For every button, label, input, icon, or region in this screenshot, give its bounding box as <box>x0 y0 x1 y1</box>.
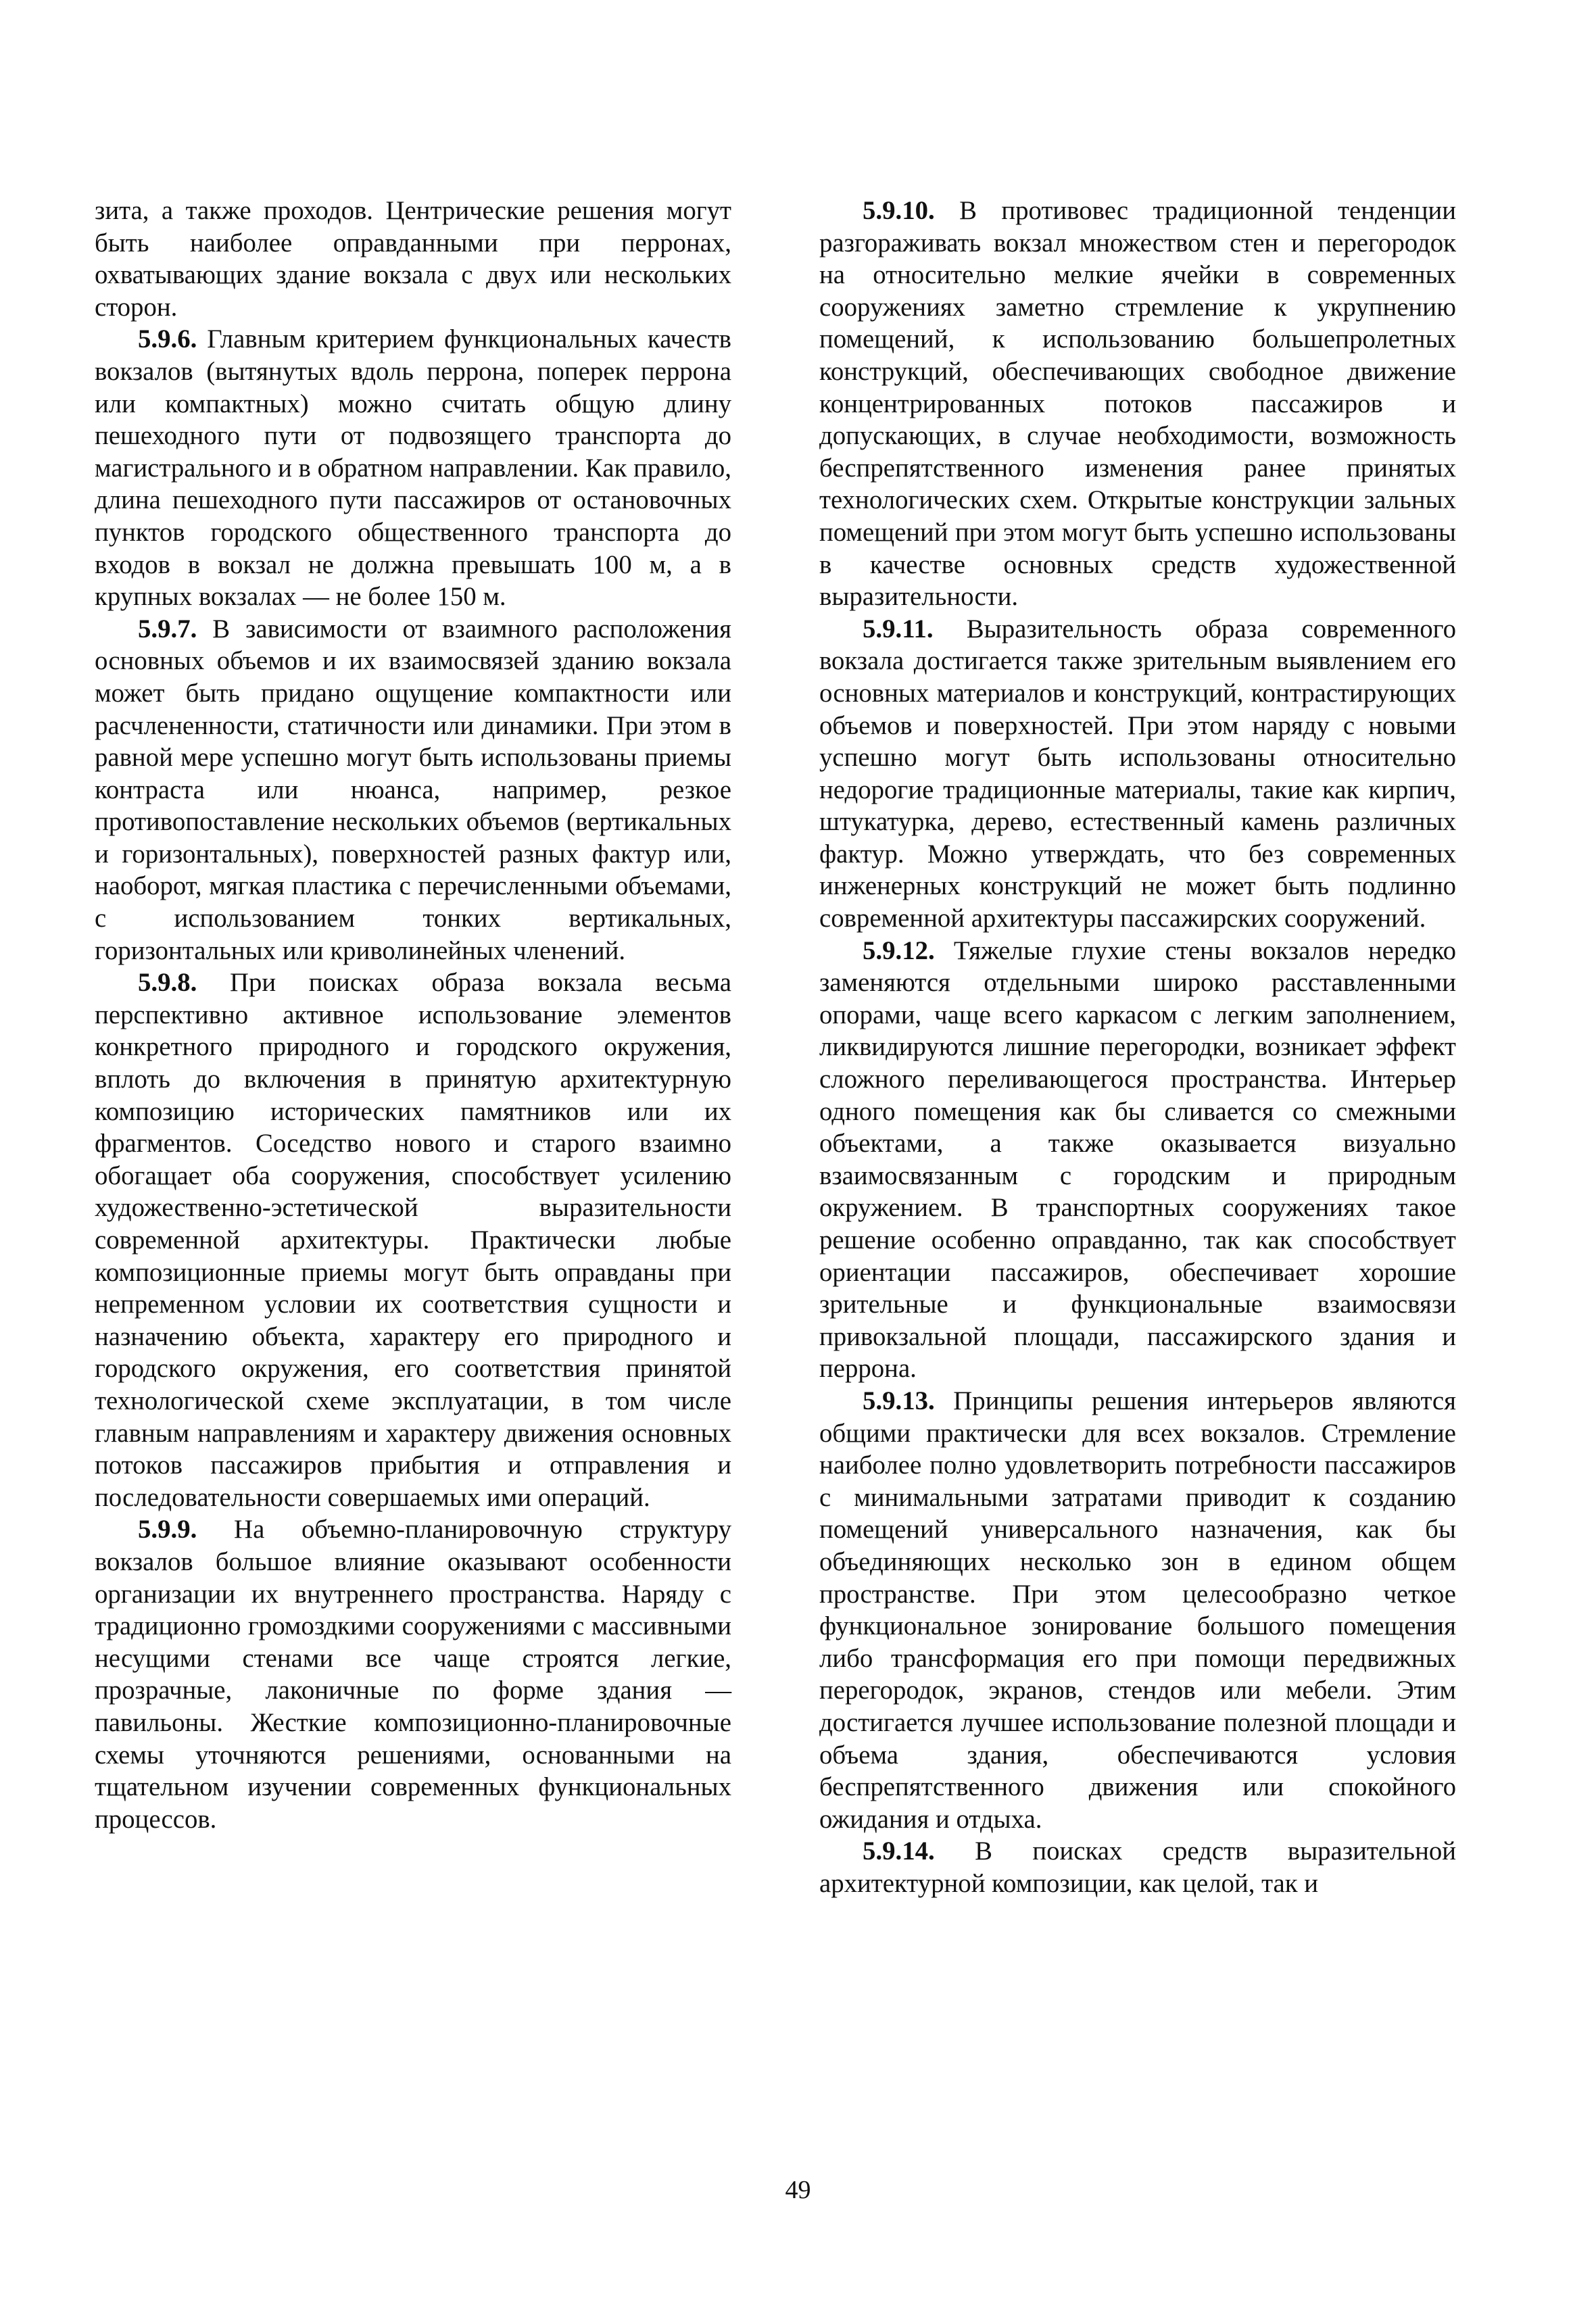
section-number: 5.9.11. <box>863 614 934 643</box>
paragraph-text: Принципы решения интерьеров являются общими практически для всех вокзалов. Стремление наиболее полно удовлетворить потребности пассажиров с минимальными затратами приводит к созданию помещений универсального назначения, как бы объединяющих несколько зон в едином общем пространстве. При этом целесообразно четкое функциональное зонирование большого помещения либо трансформация его при помощи передвижных перегородок, экранов, стендов или мебели. Этим достигается лучшее использование полезной площади и объема здания, обеспечиваются условия беспрепятственного движения или спокойного ожидания и отдыха. <box>819 1386 1456 1834</box>
section-number: 5.9.10. <box>863 196 935 225</box>
paragraph-text: В противовес традиционной тенденции разгораживать вокзал множеством стен и перегородок на относительно мелкие ячейки в современных сооружениях заметно стремление к укрупнению помещений, к использованию большепролетных конструкций, обеспечивающих свободное движение концентрированных потоков пассажиров и допускающих, в случае необходимости, возможность беспрепятственного изменения ранее принятых технологических схем. Открытые конструкции зальных помещений при этом могут быть успешно использованы в качестве основных средств художественной выразительности. <box>819 196 1456 612</box>
paragraph-text: Выразительность образа современного вокзала достигается также зрительным выявлением его основных материалов и конструкций, контрастирующих объемов и поверхностей. При этом наряду с новыми успешно могут быть использованы относительно недорогие традиционные материалы, такие как кирпич, штукатурка, дерево, естественный камень различных фактур. Можно утверждать, что без современных инженерных конструкций не может быть подлинно современной архитектуры пассажирских сооружений. <box>819 614 1457 933</box>
section-number: 5.9.12. <box>863 935 935 965</box>
section-number: 5.9.6. <box>138 324 197 354</box>
paragraph-5-9-8 <box>95 967 731 1513</box>
paragraph-text: В поисках средств выразительной архитектурной композиции, как целой, так и <box>819 1836 1456 1898</box>
paragraph-text: зита, а также проходов. Центрические решения могут быть наиболее оправданными при перронах, охватывающих здание вокзала с двух или нескольких сторон. <box>95 196 731 322</box>
section-number: 5.9.9. <box>138 1515 197 1544</box>
section-number: 5.9.13. <box>863 1386 935 1415</box>
section-number: 5.9.7. <box>138 614 197 643</box>
paragraph-5-9-7 <box>95 613 731 967</box>
paragraph-text: Главным критерием функциональных качеств вокзалов (вытянутых вдоль перрона, поперек перрона или компактных) можно считать общую длину пешеходного пути от подвозящего транспорта до магистрального и в обратном направлении. Как правило, длина пешеходного пути пассажиров от остановочных пунктов городского общественного транспорта до входов в вокзал не должна превышать 100 м, а в крупных вокзалах — не более 150 м. <box>95 324 731 612</box>
paragraph-5-9-10 <box>819 195 1456 613</box>
paragraph-text: При поисках образа вокзала весьма перспективно активное использование элементов конкретного природного и городского окружения, вплоть до включения в принятую архитектурную композицию исторических памятников или их фрагментов. Соседство нового и старого взаимно обогащает оба сооружения, способствует усилению художественно-эстетической выразительности современной архитектуры. Практически любые композиционные приемы могут быть оправданы при непременном условии их соответствия сущности и назначению объекта, характеру его природного и городского окружения, его соответствия принятой технологической схеме эксплуатации, в том числе главным направлениям и характеру движения основных потоков пассажиров прибытия и отправления и последовательности совершаемых ими операций. <box>95 968 731 1512</box>
page-number: 49 <box>785 2176 811 2204</box>
paragraph-5-9-6 <box>95 323 731 612</box>
paragraph-continued <box>95 195 731 323</box>
paragraph-text: В зависимости от взаимного расположения основных объемов и их взаимосвязей зданию вокзала может быть придано ощущение компактности или расчлененности, статичности или динамики. При этом в равной мере успешно могут быть использованы приемы контраста или нюанса, например, резкое противопоставление нескольких объемов (вертикальных и горизонтальных), поверхностей разных фактур или, наоборот, мягкая пластика с перечисленными объемами, с использованием тонких вертикальных, горизонтальных или криволинейных членений. <box>95 614 731 965</box>
paragraph-5-9-11 <box>819 613 1456 935</box>
paragraph-5-9-9 <box>95 1513 731 1835</box>
paragraph-5-9-13 <box>819 1385 1456 1835</box>
right-column <box>819 195 1456 1899</box>
paragraph-5-9-12 <box>819 935 1456 1385</box>
left-column <box>95 195 731 1835</box>
paragraph-text: На объемно-планировочную структуру вокзалов большое влияние оказывают особенности организации их внутреннего пространства. Наряду с традиционно громоздкими сооружениями с массивными несущими стенами все чаще строятся легкие, прозрачные, лаконичные по форме здания — павильоны. Жесткие композиционно-планировочные схемы уточняются решениями, основанными на тщательном изучении современных функциональных процессов. <box>95 1515 732 1834</box>
section-number: 5.9.8. <box>138 968 197 998</box>
paragraph-5-9-14 <box>819 1835 1456 1899</box>
paragraph-text: Тяжелые глухие стены вокзалов нередко заменяются отдельными широко расставленными опорами, чаще всего каркасом с легким заполнением, ликвидируются лишние перегородки, возникает эффект сложного переливающегося пространства. Интерьер одного помещения как бы сливается со смежными объектами, а также оказывается визуально взаимосвязанным с городским и природным окружением. В транспортных сооружениях такое решение особенно оправданно, так как способствует ориентации пассажиров, обеспечивает хорошие зрительные и функциональные взаимосвязи привокзальной площади, пассажирского здания и перрона. <box>819 935 1456 1384</box>
section-number: 5.9.14. <box>863 1836 935 1866</box>
